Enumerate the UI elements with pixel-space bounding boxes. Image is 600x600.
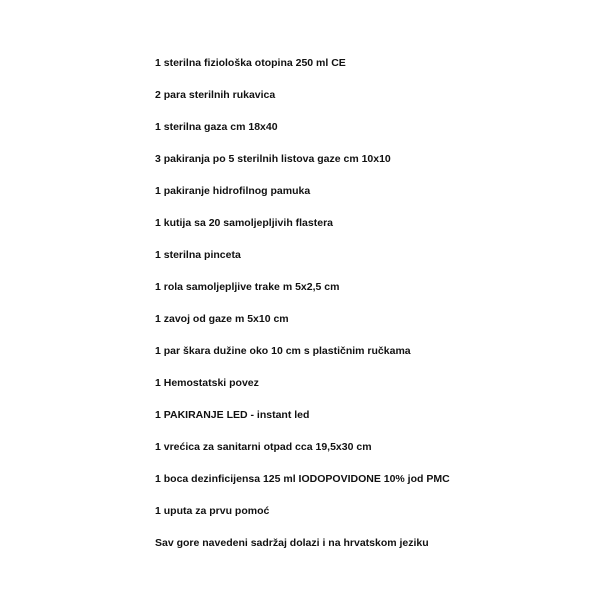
footer-note: Sav gore navedeni sadržaj dolazi i na hrvatskom jeziku [155,537,429,549]
list-item: 1 boca dezinficijensa 125 ml IODOPOVIDONE 10% jod PMC [155,473,450,485]
list-item: 1 PAKIRANJE LED - instant led [155,409,310,421]
list-item: 1 zavoj od gaze m 5x10 cm [155,313,289,325]
list-item: 1 uputa za prvu pomoć [155,505,270,517]
list-item: 1 Hemostatski povez [155,377,259,389]
contents-list [155,55,450,567]
list-item: 1 vrećica za sanitarni otpad cca 19,5x30 cm [155,441,372,453]
list-item: 1 sterilna gaza cm 18x40 [155,121,278,133]
list-item: 1 pakiranje hidrofilnog pamuka [155,185,311,197]
list-item: 1 par škara dužine oko 10 cm s plastičnim ručkama [155,345,411,357]
list-item: 1 rola samoljepljive trake m 5x2,5 cm [155,281,340,293]
list-item: 3 pakiranja po 5 sterilnih listova gaze cm 10x10 [155,153,391,165]
list-item: 2 para sterilnih rukavica [155,89,276,101]
list-item: 1 kutija sa 20 samoljepljivih flastera [155,217,334,229]
list-item: 1 sterilna pinceta [155,249,241,261]
list-item: 1 sterilna fiziološka otopina 250 ml CE [155,57,346,69]
